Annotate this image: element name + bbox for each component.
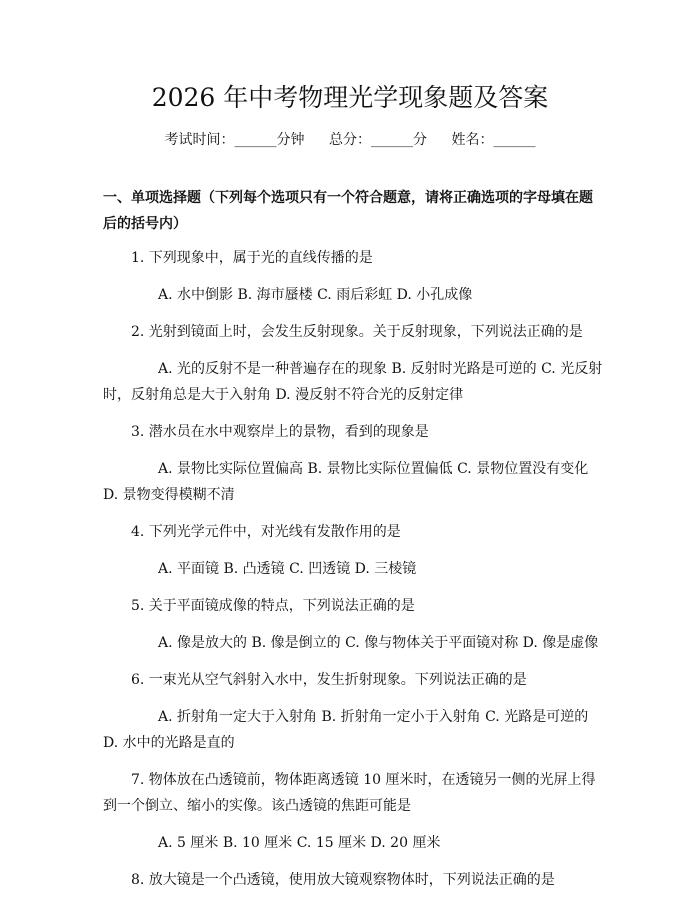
question-stem: 1. 下列现象中，属于光的直线传播的是 [131, 250, 373, 266]
exam-meta [0, 128, 700, 152]
question-stem: 4. 下列光学元件中，对光线有发散作用的是 [131, 524, 401, 540]
section-heading: 一、单项选择题（下列每个选项只有一个符合题意，请将正确选项的字母填在题后的括号内） [103, 190, 593, 232]
question-stem: 7. 物体放在凸透镜前，物体距离透镜 10 厘米时，在透镜另一侧的光屏上得到一个倒立、缩小的实像。该凸透镜的焦距可能是 [103, 772, 596, 814]
question-stem: 3. 潜水员在水中观察岸上的景物，看到的现象是 [131, 424, 429, 440]
page-title: 2026 年中考物理光学现象题及答案 [151, 83, 549, 112]
question-stem: 8. 放大镜是一个凸透镜，使用放大镜观察物体时，下列说法正确的是 [131, 872, 555, 888]
question-options: A. 水中倒影 B. 海市蜃楼 C. 雨后彩虹 D. 小孔成像 [158, 287, 473, 303]
question-options: A. 平面镜 B. 凸透镜 C. 凹透镜 D. 三棱镜 [158, 561, 417, 577]
name-field: 姓名：______ [451, 132, 536, 148]
exam-content [103, 185, 603, 904]
question-options: A. 光的反射不是一种普遍存在的现象 B. 反射时光路是可逆的 C. 光反射时，反射角总是大于入射角 D. 漫反射不符合光的反射定律 [103, 361, 603, 403]
total-score-field: 总分：______分 [329, 132, 427, 148]
question-options: A. 折射角一定大于入射角 B. 折射角一定小于入射角 C. 光路是可逆的 D. 水中的光路是直的 [103, 709, 589, 751]
question-options: A. 5 厘米 B. 10 厘米 C. 15 厘米 D. 20 厘米 [158, 835, 441, 851]
exam-time-field: 考试时间：______分钟 [164, 132, 305, 148]
question-stem: 6. 一束光从空气斜射入水中，发生折射现象。下列说法正确的是 [131, 672, 527, 688]
question-options: A. 像是放大的 B. 像是倒立的 C. 像与物体关于平面镜对称 D. 像是虚像 [158, 635, 599, 651]
question-options: A. 景物比实际位置偏高 B. 景物比实际位置偏低 C. 景物位置没有变化 D. 景物变得模糊不清 [103, 461, 589, 503]
question-stem: 2. 光射到镜面上时，会发生反射现象。关于反射现象，下列说法正确的是 [131, 324, 583, 340]
question-stem: 5. 关于平面镜成像的特点，下列说法正确的是 [131, 598, 415, 614]
